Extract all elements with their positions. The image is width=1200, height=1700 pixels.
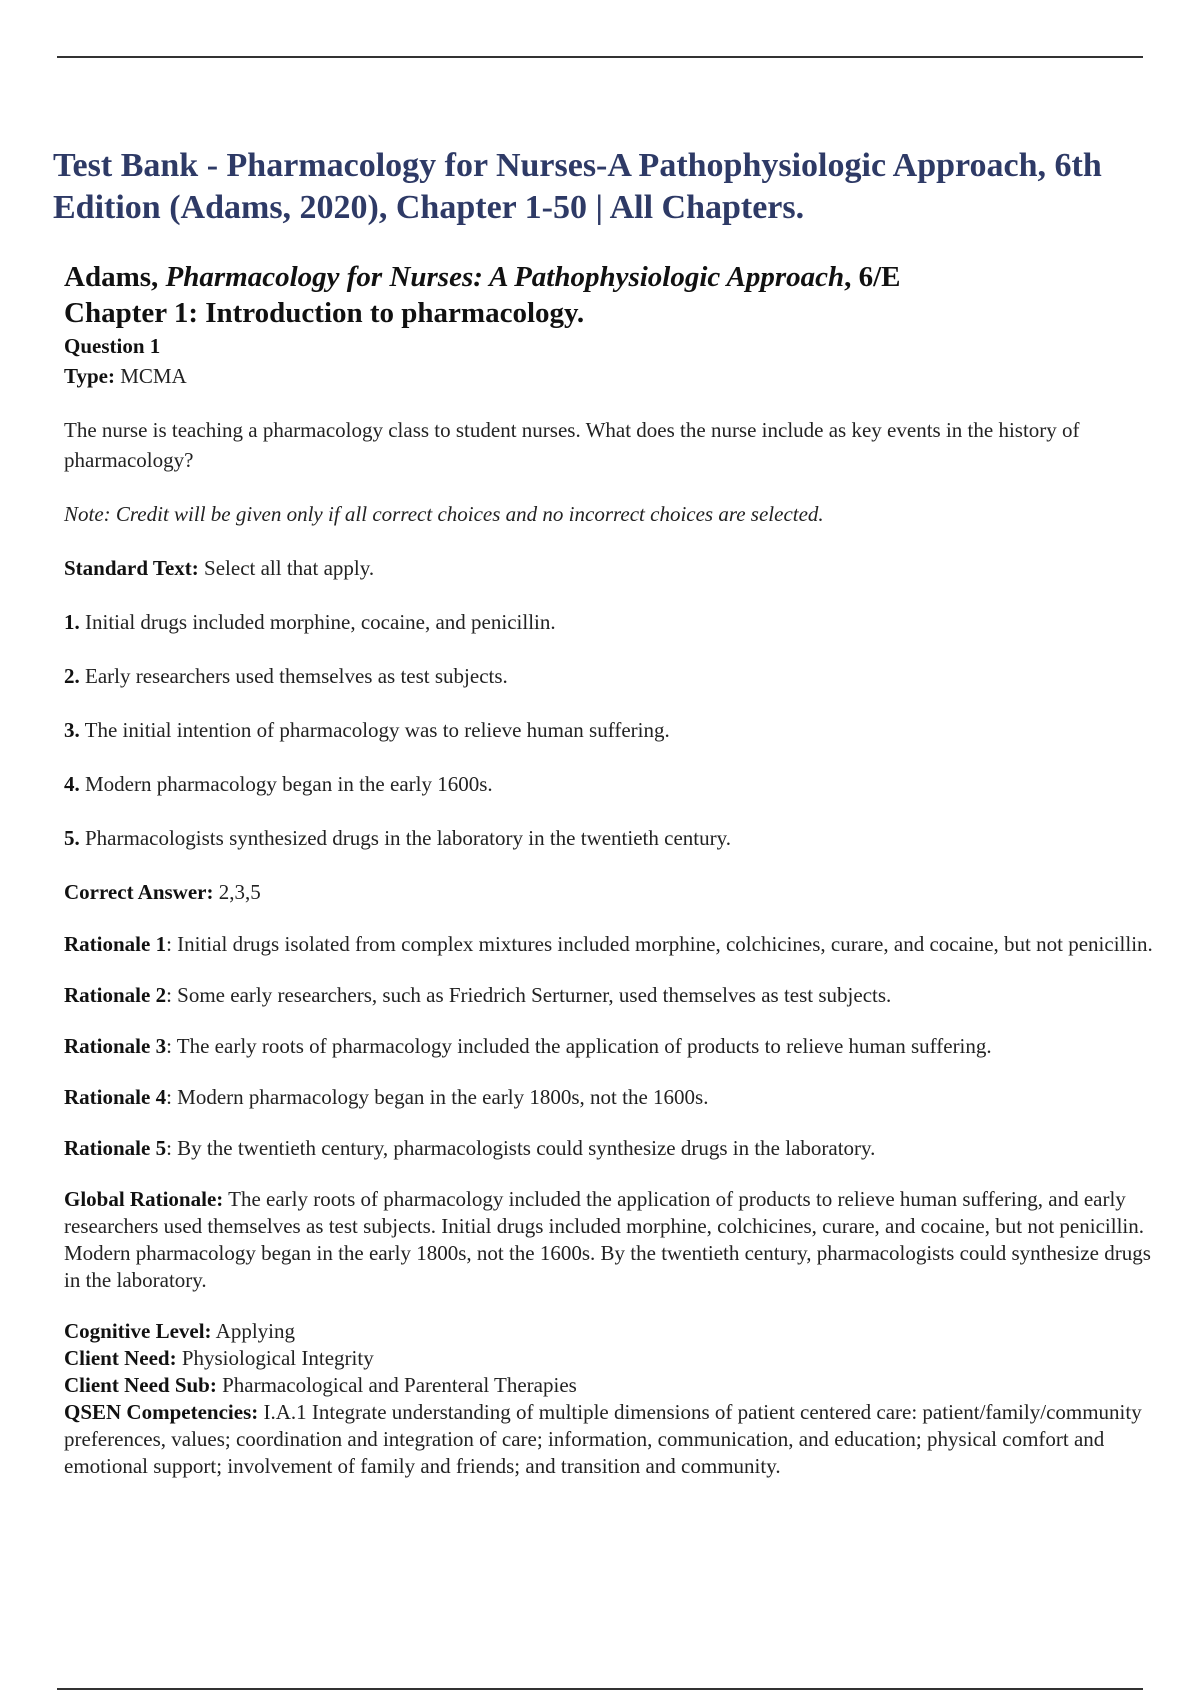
option-text: Initial drugs included morphine, cocaine, and penicillin. [79, 610, 556, 634]
client-need-value: Physiological Integrity [176, 1346, 374, 1370]
answer-option-3 [64, 715, 1164, 745]
question-stem: The nurse is teaching a pharmacology class to student nurses. What does the nurse include as key events in the history of pharmacology? [64, 418, 1080, 472]
qsen-label: QSEN Competencies: [64, 1400, 259, 1424]
rationale-3 [64, 1033, 1164, 1060]
global-rationale-text: The early roots of pharmacology included the application of products to relieve human suffering, and early researchers used themselves as test subjects. Initial drugs included morphine, colchicines, curare, and cocaine, but not penicillin. Modern pharmacology began in the early 1800s, not the 1600s. By the twentieth century, pharmacologists could synthesize drugs in the laboratory. [64, 1187, 1151, 1292]
book-author: Adams, [64, 261, 166, 293]
option-text: Pharmacologists synthesized drugs in the laboratory in the twentieth century. [79, 826, 731, 850]
rationale-text: : Modern pharmacology began in the early 1800s, not the 1600s. [166, 1085, 709, 1109]
document-title: Test Bank - Pharmacology for Nurses-A Pathophysiologic Approach, 6th Edition (Adams, 2020), Chapter 1-50 | All Chapters. [53, 147, 1102, 226]
option-text: The initial intention of pharmacology was to relieve human suffering. [79, 718, 670, 742]
client-need [64, 1345, 1164, 1372]
bottom-rule [57, 1688, 1143, 1690]
chapter-heading: Chapter 1: Introduction to pharmacology. [64, 297, 585, 329]
cognitive-level [64, 1318, 1164, 1345]
answer-option-5 [64, 823, 1164, 853]
correct-answer-label: Correct Answer: [64, 880, 214, 904]
rationale-4 [64, 1084, 1164, 1111]
correct-answer [64, 877, 1164, 907]
global-rationale-label: Global Rationale: [64, 1187, 224, 1211]
option-number: 4. [64, 772, 80, 796]
standard-text-label: Standard Text: [64, 556, 199, 580]
rationale-label: Rationale 2 [64, 983, 167, 1007]
rationale-label: Rationale 3 [64, 1034, 167, 1058]
rationale-label: Rationale 5 [64, 1136, 167, 1160]
rationale-2 [64, 982, 1164, 1009]
client-need-sub-value: Pharmacological and Parenteral Therapies [216, 1373, 577, 1397]
question-number: Question 1 [64, 334, 161, 358]
rationale-label: Rationale 4 [64, 1085, 167, 1109]
standard-text [64, 553, 1164, 583]
question-type-value: MCMA [114, 364, 187, 388]
answer-option-4 [64, 769, 1164, 799]
question-type-label: Type: [64, 364, 115, 388]
book-reference [64, 259, 1164, 295]
qsen-competencies [64, 1399, 1164, 1480]
credit-note: Note: Credit will be given only if all correct choices and no incorrect choices are selected. [64, 502, 824, 526]
cognitive-level-label: Cognitive Level: [64, 1319, 212, 1343]
rationale-text: : The early roots of pharmacology included the application of products to relieve human suffering. [166, 1034, 992, 1058]
option-text: Modern pharmacology began in the early 1600s. [79, 772, 493, 796]
qsen-value: I.A.1 Integrate understanding of multiple dimensions of patient centered care: patient/family/community preferences, values; coordination and integration of care; information, communication, and education; physical comfort and emotional support; involvement of family and friends; and transition and community. [64, 1400, 1142, 1478]
rationale-5 [64, 1135, 1164, 1162]
option-number: 1. [64, 610, 80, 634]
book-edition: , 6/E [844, 261, 901, 293]
rationale-text: : By the twentieth century, pharmacologists could synthesize drugs in the laboratory. [166, 1136, 876, 1160]
cognitive-level-value: Applying [211, 1319, 295, 1343]
global-rationale [64, 1186, 1164, 1294]
option-number: 3. [64, 718, 80, 742]
answer-option-2 [64, 661, 1164, 691]
option-number: 5. [64, 826, 80, 850]
top-rule [57, 56, 1143, 58]
option-text: Early researchers used themselves as test subjects. [79, 664, 508, 688]
option-number: 2. [64, 664, 80, 688]
client-need-label: Client Need: [64, 1346, 177, 1370]
client-need-sub-label: Client Need Sub: [64, 1373, 217, 1397]
rationale-label: Rationale 1 [64, 932, 167, 956]
rationale-1 [64, 931, 1164, 958]
book-title: Pharmacology for Nurses: A Pathophysiologic Approach [165, 261, 845, 293]
answer-option-1 [64, 607, 1164, 637]
rationale-text: : Initial drugs isolated from complex mixtures included morphine, colchicines, curare, and cocaine, but not penicillin. [166, 932, 1153, 956]
standard-text-value: Select all that apply. [198, 556, 375, 580]
correct-answer-value: 2,3,5 [213, 880, 261, 904]
client-need-sub [64, 1372, 1164, 1399]
question-type [64, 361, 1164, 391]
question-content [64, 259, 1164, 1480]
rationale-text: : Some early researchers, such as Friedrich Serturner, used themselves as test subjects. [166, 983, 892, 1007]
